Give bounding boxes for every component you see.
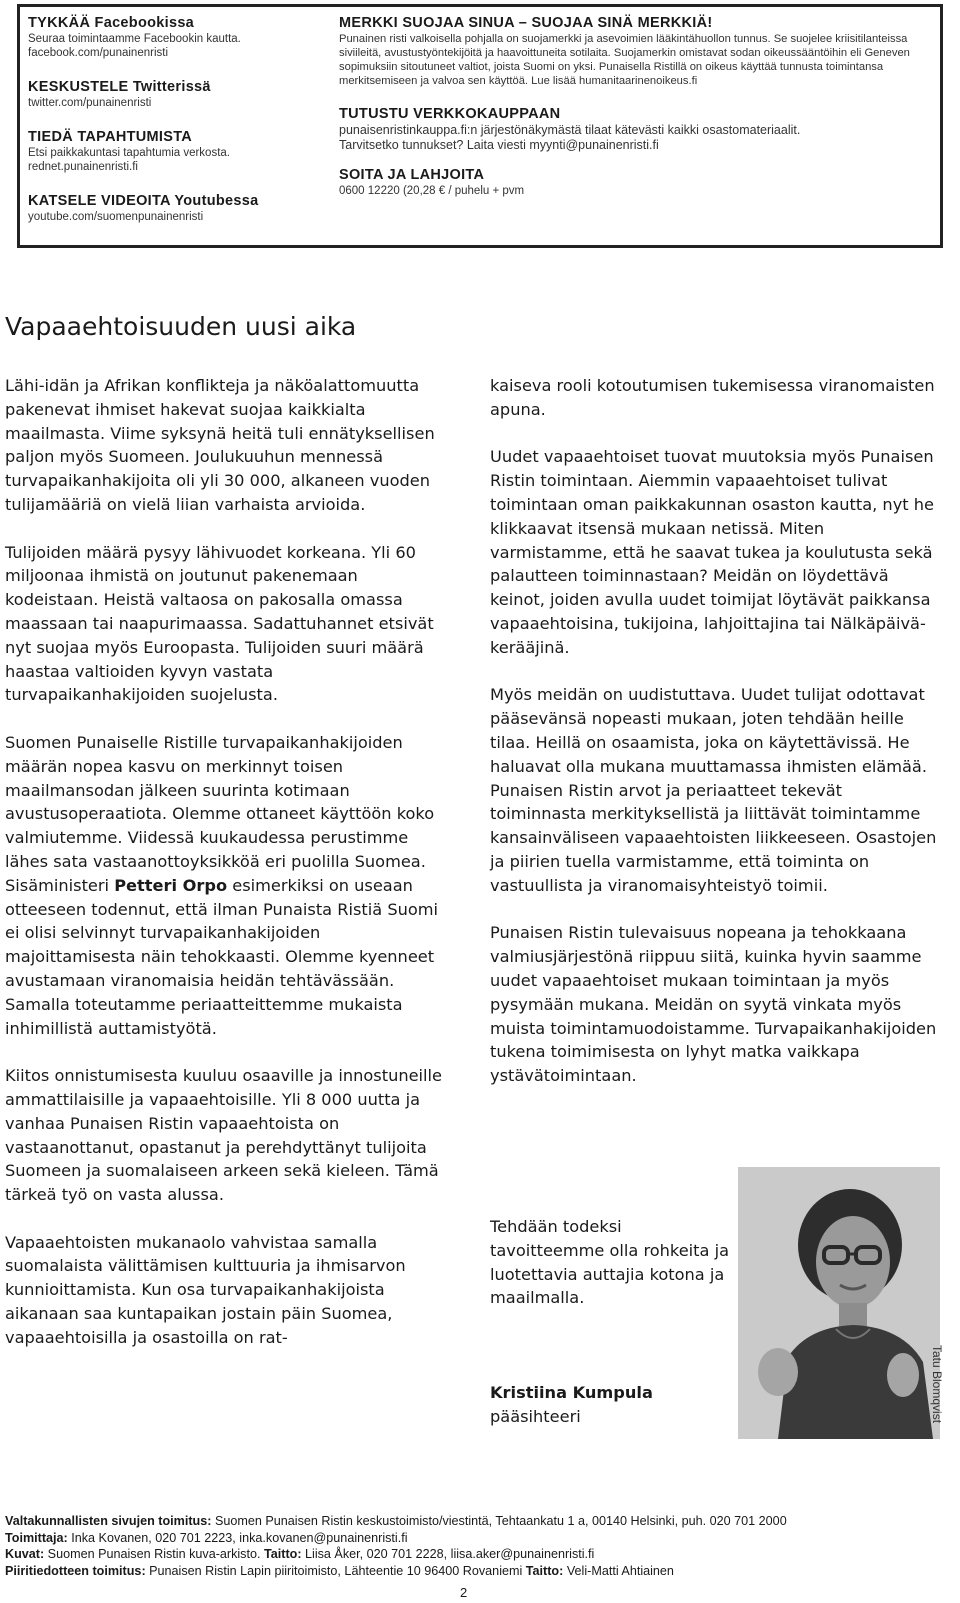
footer-text: Suomen Punaisen Ristin keskustoimisto/viestintä, Tehtaankatu 1 a, 00140 Helsinki, puh. 020 701 2000	[211, 1514, 787, 1528]
footer-line	[5, 1513, 955, 1530]
info-right-column	[339, 15, 929, 211]
footer-label: Taitto:	[525, 1563, 564, 1578]
footer-text: Liisa Åker, 020 701 2228, liisa.aker@punainenristi.fi	[301, 1547, 595, 1562]
donate-block	[339, 167, 929, 198]
footer-text: Veli-Matti Ahtiainen	[563, 1563, 674, 1578]
donate-title: SOITA JA LAHJOITA	[339, 167, 485, 183]
footer-text: Suomen Punaisen Ristin kuva-arkisto.	[44, 1547, 264, 1562]
shop-title: TUTUSTU VERKKOKAUPPAAN	[339, 106, 561, 122]
paragraph-text: Suomen Punaiselle Ristille turvapaikanhakijoiden määrän nopea kasvu on merkinnyt toisen maailmansodan jälkeen suurinta kotimaan avustusoperaatiota. Olemme ottaneet käyttöön koko valmiutemme. Viidessä kuukaudessa perustimme lähes sata vastaanottoyksikköä eri puolilla Suomea. Sisäministeri	[5, 732, 435, 895]
footer-line	[5, 1546, 955, 1563]
emblem-text: Punainen risti valkoisella pohjalla on suojamerkki ja asevoimien lääkintähuollon tunnus. Se suojelee kriisitilanteissa siviileitä, avustustyöntekijöitä ja haavoittuneita sotilaita. Suojamerkin omistavat sodan oikeussääntöihin eli Geneven sopimuksiin sitoutuneet valtiot, joista Suomi on yksi. Punaisella Ristillä on oikeus käyttää tunnusta toimintansa merkitsemiseen ja valvoa sen käyttöä. Lue lisää humanitaarinenoikeus.fi	[339, 33, 910, 87]
shop-text: punaisenristinkauppa.fi:n järjestönäkymästä tilaat kätevästi kaikki osastomateriaalit.	[339, 123, 801, 137]
footer-label: Taitto:	[263, 1547, 302, 1562]
paragraph	[5, 731, 455, 1040]
info-left-column	[28, 15, 318, 237]
article-title: Vapaaehtoisuuden uusi aika	[5, 312, 357, 341]
twitter-block	[28, 79, 318, 110]
shop-block	[339, 106, 929, 153]
footer-text: Inka Kovanen, 020 701 2223, inka.kovanen@punainenristi.fi	[67, 1530, 408, 1545]
author-portrait	[738, 1167, 940, 1439]
closing-paragraph: Tehdään todeksi tavoitteemme olla rohkeita ja luotettavia auttajia kotona ja maailmalla.	[490, 1217, 730, 1308]
footer-label: Valtakunnallisten sivujen toimitus:	[5, 1514, 212, 1528]
shop-email: Tarvitsetko tunnukset? Laita viesti myynti@punainenristi.fi	[339, 138, 659, 152]
twitter-link[interactable]: twitter.com/punainenristi	[28, 97, 152, 109]
page-number: 2	[460, 1585, 468, 1600]
footer-label: Piiritiedotteen toimitus:	[5, 1563, 146, 1578]
donate-phone: 0600 12220 (20,28 € / puhelu + pvm	[339, 185, 525, 197]
footer-text: Punaisen Ristin Lapin piiritoimisto, Lähteentie 10 96400 Rovaniemi	[145, 1563, 526, 1578]
paragraph: kaiseva rooli kotoutumisen tukemisessa viranomaisten apuna.	[490, 376, 935, 419]
signature	[490, 1381, 730, 1429]
facebook-block	[28, 15, 318, 60]
facebook-title: TYKKÄÄ Facebookissa	[28, 15, 195, 31]
events-link[interactable]: rednet.punainenristi.fi	[28, 161, 138, 173]
footer-line	[5, 1563, 955, 1580]
paragraph: Tulijoiden määrä pysyy lähivuodet korkeana. Yli 60 miljoonaa ihmistä on joutunut pakenemaan kodeistaan. Heistä valtaosa on pakosalla omassa maassaan tai naapurimaassa. Sadattuhannet etsivät nyt suojaa myös Euroopasta. Tulijoiden suuri määrä haastaa valtioiden kyvyn vastata turvapaikanhakijoiden suojelusta.	[5, 542, 434, 705]
facebook-link[interactable]: facebook.com/punainenristi	[28, 47, 168, 59]
footer-label: Toimittaja:	[5, 1530, 68, 1545]
events-text: Etsi paikkakuntasi tapahtumia verkosta.	[28, 147, 230, 159]
article-right-column	[490, 374, 940, 1088]
paragraph-text: esimerkiksi on useaan otteeseen todennut, että ilman Punaista Ristiä Suomi ei olisi selvinnyt turvapaikanhakijoiden majoittamisesta näin tehokkaasti. Olemme kyenneet avustamaan viranomaisia heidän tehtävässään. Samalla toteutamme periaatteittemme mukaista inhimillistä auttamistyötä.	[5, 875, 439, 1038]
facebook-text: Seuraa toimintaamme Facebookin kautta.	[28, 33, 241, 45]
paragraph: Myös meidän on uudistuttava. Uudet tulijat odottavat pääsevänsä nopeasti mukaan, joten tehdään heille tilaa. Heillä on osaamista, joka on käytettävissä. He haluavat olla mukana muuttamassa ihmisten elämää. Punaisen Ristin arvot ja periaatteet tekevät toiminnasta merkityksellistä ja liittävät toimintamme kansainväliseen vapaaehtoisten liikkeeseen. Osastojen ja piirien tuella varmistamme, että toiminta on vastuullista ja viranomaisyhteistyö toimii.	[490, 685, 937, 895]
portrait-image	[738, 1167, 940, 1439]
events-title: TIEDÄ TAPAHTUMISTA	[28, 129, 193, 145]
minister-name: Petteri Orpo	[114, 875, 228, 895]
paragraph: Kiitos onnistumisesta kuuluu osaaville ja innostuneille ammattilaisille ja vapaaehtoisille. Yli 8 000 uutta ja vanhaa Punaisen Ristin vapaaehtoista on vastaanottanut, opastanut ja perehdyttänyt tulijoita Suomeen ja suomalaiseen arkeen sekä kieleen. Tämä tärkeä työ on vasta alussa.	[5, 1066, 443, 1205]
emblem-block	[339, 15, 929, 88]
videos-title: KATSELE VIDEOITA Youtubessa	[28, 193, 259, 209]
paragraph: Punaisen Ristin tulevaisuus nopeana ja tehokkaana valmiusjärjestönä riippuu siitä, kuinka hyvin saamme uudet vapaaehtoiset mukaan toimintaan ja myös pysymään mukana. Meidän on syytä vinkata myös muista toimintamuodoistamme. Turvapaikanhakijoiden tukena toimimisesta on lyhyt matka vaikkapa ystävätoimintaan.	[490, 923, 937, 1086]
events-block	[28, 129, 318, 174]
paragraph: Uudet vapaaehtoiset tuovat muutoksia myös Punaisen Ristin toimintaan. Aiemmin vapaaehtoiset tulivat toimintaan oman paikkakunnan osaston kautta, nyt he klikkaavat itsensä mukaan netissä. Miten varmistamme, että he saavat tukea ja koulutusta sekä palautteen toiminnastaan? Meidän on löydettävä keinot, joiden avulla uudet toimijat löytävät paikkansa vapaaehtoisina, tukijoina, lahjoittajina tai Nälkäpäivä-kerääjinä.	[490, 447, 934, 657]
article-left-column	[5, 374, 455, 1350]
videos-block	[28, 193, 318, 224]
author-role: pääsihteeri	[490, 1406, 581, 1426]
footer-credits	[5, 1513, 955, 1579]
footer-label: Kuvat:	[5, 1547, 45, 1562]
emblem-title: MERKKI SUOJAA SINUA – SUOJAA SINÄ MERKKIÄ!	[339, 15, 713, 31]
author-name: Kristiina Kumpula	[490, 1383, 653, 1402]
paragraph: Lähi-idän ja Afrikan konflikteja ja näköalattomuutta pakenevat ihmiset hakevat suojaa kaikkialta maailmasta. Viime syksynä heitä tuli ennätyksellisen paljon myös Suomeen. Joulukuuhun mennessä turvapaikanhakijoita oli yli 30 000, alkaneen vuoden tulijamääriä on vielä liian varhaista arvioida.	[5, 376, 435, 514]
footer-line	[5, 1530, 955, 1547]
info-box	[17, 4, 943, 248]
photo-credit: Tatu Blomqvist	[930, 1345, 944, 1424]
videos-link[interactable]: youtube.com/suomenpunainenristi	[28, 211, 204, 223]
twitter-title: KESKUSTELE Twitterissä	[28, 79, 211, 95]
paragraph: Vapaaehtoisten mukanaolo vahvistaa samalla suomalaista välittämisen kulttuuria ja ihmisarvon kunnioittamista. Kun osa turvapaikanhakijoista aikanaan saa kuntapaikan jostain päin Suomea, vapaaehtoisilla ja osastoilla on rat-	[5, 1232, 406, 1347]
